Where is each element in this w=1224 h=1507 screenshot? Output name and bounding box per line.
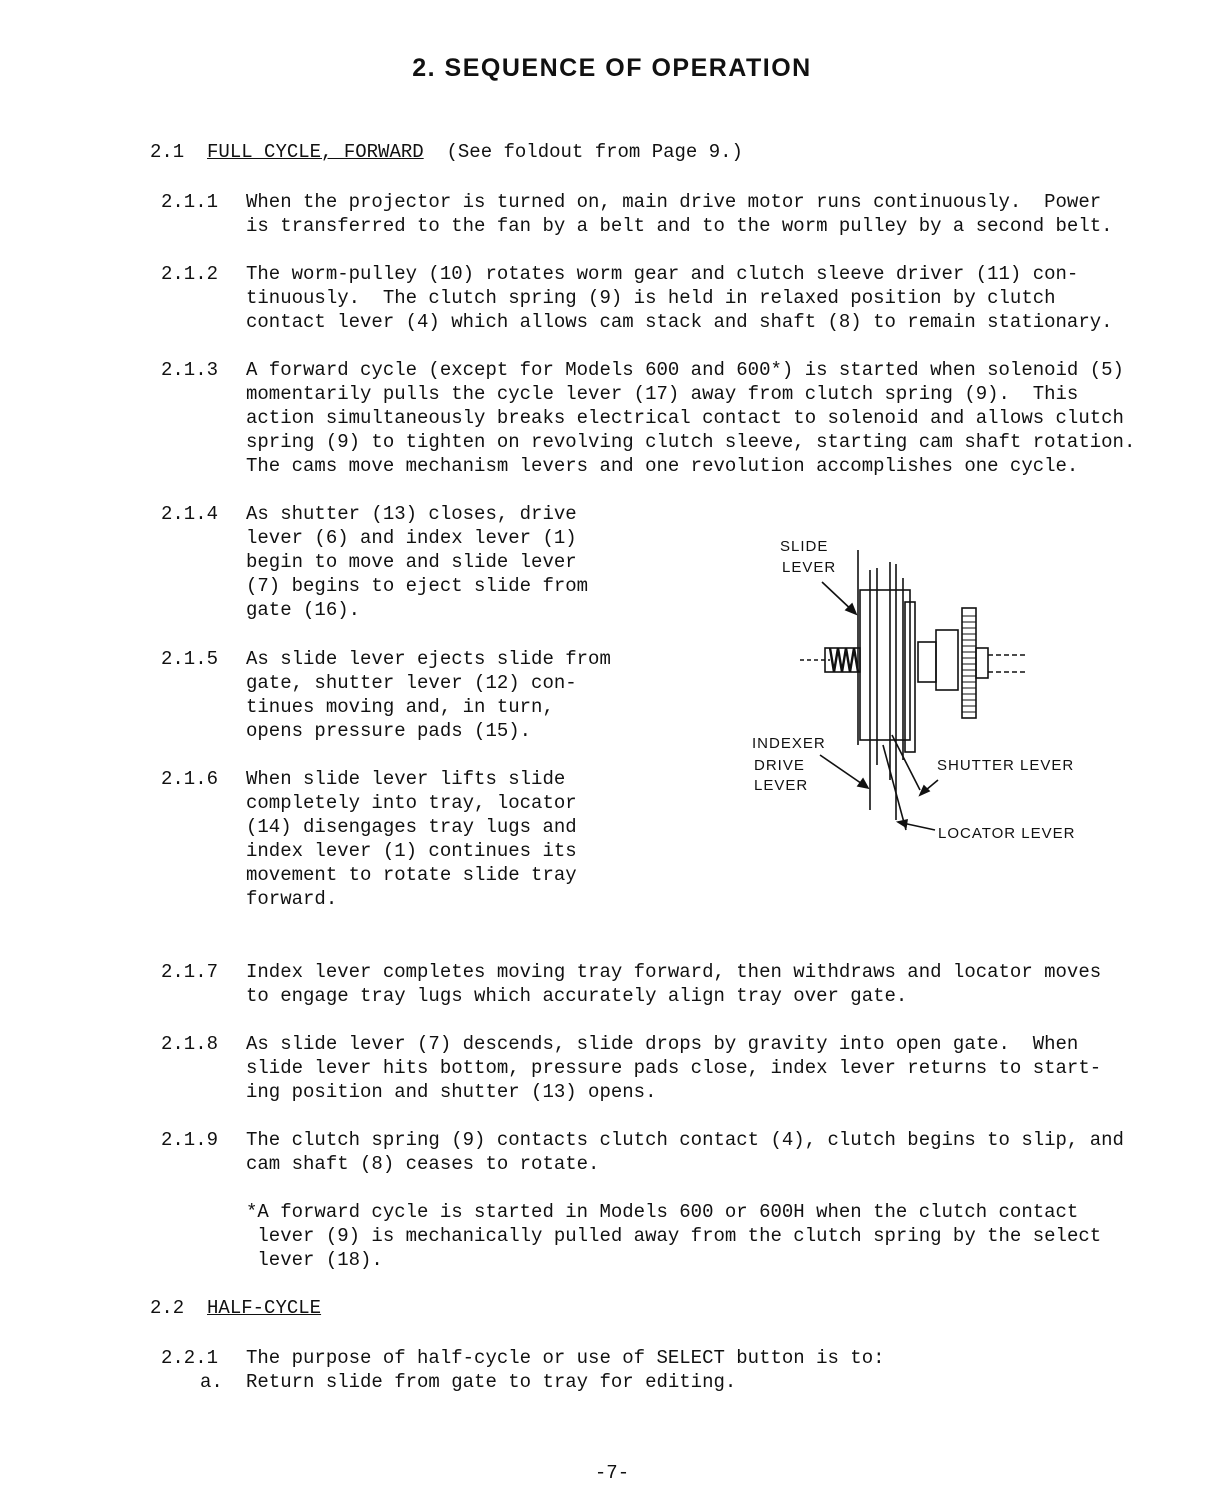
text-line: The worm-pulley (10) rotates worm gear and clutch sleeve driver (11) con-: [246, 263, 1079, 285]
text-line: slide lever hits bottom, pressure pads close, index lever returns to start-: [246, 1057, 1102, 1079]
section-number: 2.2: [150, 1297, 185, 1319]
item-2-1-9-text: [246, 1128, 1124, 1176]
item-number: 2.1.6: [161, 768, 219, 790]
text-line: lever (6) and index lever (1): [246, 527, 577, 549]
arrowhead: [858, 779, 868, 788]
section-title: FULL CYCLE, FORWARD: [207, 141, 424, 163]
item-2-1-2-text: [246, 262, 1113, 334]
footnote: [246, 1200, 1101, 1272]
shaft-collar: [976, 648, 988, 678]
item-letter: a.: [200, 1371, 223, 1393]
section-title: HALF-CYCLE: [207, 1297, 322, 1319]
text-line: ing position and shutter (13) opens.: [246, 1081, 657, 1103]
page-number: -7-: [594, 1462, 630, 1484]
arrowhead: [920, 786, 929, 795]
item-2-1-7-text: [246, 960, 1101, 1008]
item-number: 2.1.8: [161, 1033, 219, 1055]
hub: [918, 642, 936, 682]
item-number: 2.1.2: [161, 263, 219, 285]
text-line: action simultaneously breaks electrical contact to solenoid and allows clutch: [246, 407, 1124, 429]
text-line: spring (9) to tighten on revolving clutch sleeve, starting cam shaft rotation.: [246, 431, 1136, 453]
section-2-1-heading: [150, 140, 743, 164]
item-2-1-6-text: [246, 767, 577, 911]
item-2-1-4-text: [246, 502, 588, 622]
text-line: As slide lever (7) descends, slide drops by gravity into open gate. When: [246, 1033, 1079, 1055]
item-number: 2.2.1: [161, 1347, 219, 1369]
text-line: lever (18).: [246, 1249, 383, 1271]
text-line: tinues moving and, in turn,: [246, 696, 554, 718]
text-line: As slide lever ejects slide from: [246, 648, 611, 670]
section-note: (See foldout from Page 9.): [446, 141, 743, 163]
item-number: 2.1.4: [161, 503, 219, 525]
worm-gear: [962, 608, 976, 718]
text-line: As shutter (13) closes, drive: [246, 503, 577, 525]
section-number: 2.1: [150, 141, 185, 163]
item-number: 2.1.3: [161, 359, 219, 381]
text-line: begin to move and slide lever: [246, 551, 577, 573]
item-2-1-1-text: [246, 190, 1113, 238]
clutch-spring: [830, 648, 858, 672]
section-2-2-heading: [150, 1296, 321, 1320]
locator-lever-label: LOCATOR LEVER: [938, 825, 1076, 842]
shutter-lever-label: SHUTTER LEVER: [937, 757, 1075, 774]
item-2-2-1-text: The purpose of half-cycle or use of SELECT button is to:: [246, 1347, 885, 1369]
mechanism-diagram: [740, 530, 1120, 850]
item-2-1-3-text: [246, 358, 1135, 478]
indexer-drive-lever-label: DRIVE: [754, 757, 805, 774]
slide-lever-label: LEVER: [782, 559, 837, 576]
text-line: The clutch spring (9) contacts clutch contact (4), clutch begins to slip, and: [246, 1129, 1124, 1151]
item-number: 2.1.1: [161, 191, 219, 213]
text-line: opens pressure pads (15).: [246, 720, 532, 742]
text-line: completely into tray, locator: [246, 792, 577, 814]
item-2-1-5-text: [246, 647, 611, 743]
item-2-1-8-text: [246, 1032, 1101, 1104]
text-line: (7) begins to eject slide from: [246, 575, 589, 597]
slide-lever-label: SLIDE: [780, 538, 829, 555]
text-line: The cams move mechanism levers and one revolution accomplishes one cycle.: [246, 455, 1079, 477]
hub-outer: [936, 630, 958, 690]
text-line: When slide lever lifts slide: [246, 768, 566, 790]
indexer-drive-lever-label: LEVER: [754, 777, 809, 794]
text-line: forward.: [246, 888, 338, 910]
item-number: 2.1.5: [161, 648, 219, 670]
text-line: *A forward cycle is started in Models 600 or 600H when the clutch contact: [246, 1201, 1079, 1223]
text-line: gate (16).: [246, 599, 361, 621]
text-line: contact lever (4) which allows cam stack and shaft (8) to remain stationary.: [246, 311, 1113, 333]
text-line: When the projector is turned on, main drive motor runs continuously. Power: [246, 191, 1102, 213]
item-2-2-1-a-text: Return slide from gate to tray for editing.: [246, 1371, 737, 1393]
item-number: 2.1.7: [161, 961, 219, 983]
text-line: Index lever completes moving tray forward, then withdraws and locator moves: [246, 961, 1102, 983]
page-title: 2. SEQUENCE OF OPERATION: [412, 54, 812, 82]
text-line: momentarily pulls the cycle lever (17) away from clutch spring (9). This: [246, 383, 1079, 405]
text-line: index lever (1) continues its: [246, 840, 577, 862]
indexer-drive-lever-label: INDEXER: [752, 735, 826, 752]
text-line: to engage tray lugs which accurately align tray over gate.: [246, 985, 908, 1007]
text-line: cam shaft (8) ceases to rotate.: [246, 1153, 600, 1175]
text-line: gate, shutter lever (12) con-: [246, 672, 577, 694]
text-line: is transferred to the fan by a belt and to the worm pulley by a second belt.: [246, 215, 1113, 237]
arrowhead: [898, 820, 907, 827]
item-number: 2.1.9: [161, 1129, 219, 1151]
text-line: (14) disengages tray lugs and: [246, 816, 577, 838]
text-line: lever (9) is mechanically pulled away from the clutch spring by the select: [246, 1225, 1102, 1247]
text-line: A forward cycle (except for Models 600 and 600*) is started when solenoid (5): [246, 359, 1124, 381]
text-line: tinuously. The clutch spring (9) is held in relaxed position by clutch: [246, 287, 1056, 309]
text-line: movement to rotate slide tray: [246, 864, 577, 886]
